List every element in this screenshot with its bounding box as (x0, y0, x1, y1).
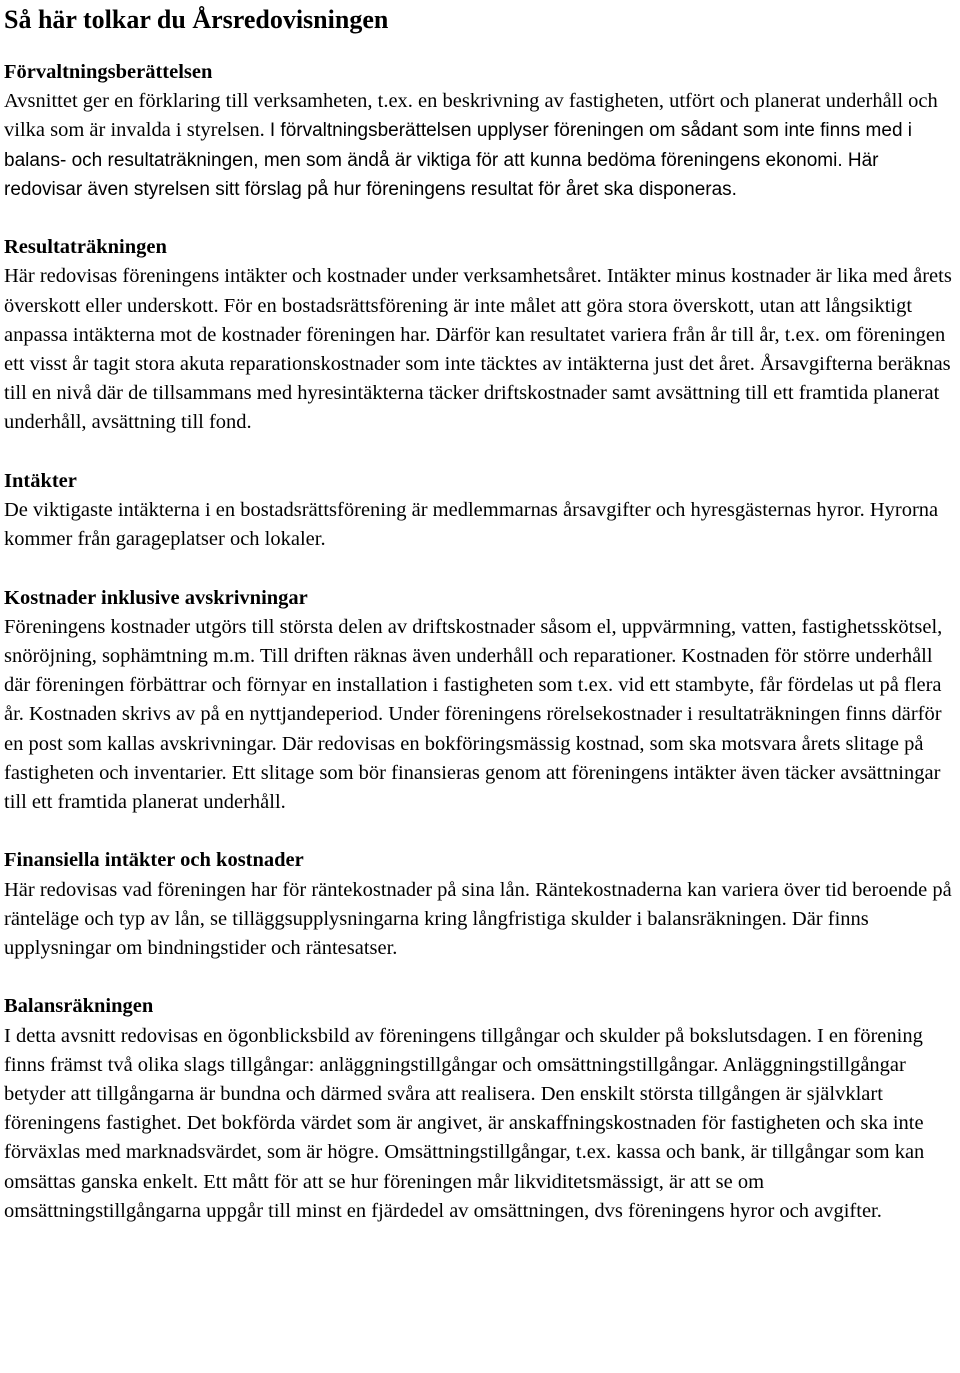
paragraph-gap (4, 817, 956, 846)
section-resultatrakningen (4, 233, 956, 437)
section-balansrakningen (4, 992, 956, 1226)
section-heading: Balansräkningen (4, 995, 154, 1018)
page-title: Så här tolkar du Årsredovisningen (4, 5, 389, 34)
section-forvaltningsberattelsen (4, 58, 956, 204)
section-kostnader (4, 584, 956, 818)
paragraph-gap (4, 963, 956, 992)
section-heading: Intäkter (4, 469, 77, 492)
section-heading: Förvaltningsberättelsen (4, 61, 213, 83)
section-paragraph: Här redovisas vad föreningen har för räntekostnader på sina lån. Räntekostnaderna kan variera över tid beroende på ränteläge och typ av lån, se tilläggsupplysningarna kring långfristiga skulder i balansräkningen. Där finns upplysningar om bindningstider och räntesatser. (4, 878, 952, 960)
section-intakter (4, 467, 956, 555)
section-paragraph: Föreningens kostnader utgörs till största delen av driftskostnader såsom el, uppvärmning, vatten, fastighetsskötsel, snöröjning, sophämtning m.m. Till driften räknas även underhåll och reparationer. Kostnaden för större underhåll där föreningen förbättrar och förnyar en installation i fastigheten som t.ex. vid ett stambyte, får fördelas ut på flera år. Kostnaden skrivs av på en nyttjandeperiod. Under föreningens rörelsekostnader i resultaträkningen finns därför en post som kallas avskrivningar. Där redovisas en bokföringsmässig kostnad, som ska motsvara årets slitage på fastigheten och inventarier. Ett slitage som bör finansieras genom att föreningens intäkter även täcker avsättningar till ett framtida planerat underhåll. (4, 615, 943, 814)
section-paragraph (4, 87, 956, 204)
paragraph-run: I förvaltningsberättelsen upplyser föreningen om sådant som inte finns med i balans- och resultaträkningen, men som ändå är viktiga för att kunna bedöma föreningens ekonomi. Här redovisar även styrelsen sitt förslag på hur föreningens resultat för året ska disponeras. (4, 120, 913, 200)
paragraph-gap (4, 554, 956, 583)
section-heading: Finansiella intäkter och kostnader (4, 849, 304, 872)
section-finansiella (4, 846, 956, 963)
paragraph-gap (4, 204, 956, 233)
section-paragraph: De viktigaste intäkterna i en bostadsrättsförening är medlemmarnas årsavgifter och hyresgästernas hyror. Hyrorna kommer från garageplatser och lokaler. (4, 499, 939, 551)
section-paragraph: I detta avsnitt redovisas en ögonblicksbild av föreningens tillgångar och skulder på bokslutsdagen. I en förening finns främst två olika slags tillgångar: anläggningstillgångar och omsättningstillgångar. Anläggningstillgångar betyder att tillgångarna är bundna och därmed svåra att realisera. Den enskilt största tillgången är självklart föreningens fastighet. Det bokförda värdet som är angivet, är anskaffningskostnaden för fastigheten och ska inte förväxlas med marknadsvärdet, som är högre. Omsättningstillgångar, t.ex. kassa och bank, är tillgångar som kan omsättas ganska enkelt. Ett mått för att se hur föreningen mår likviditetsmässigt, är att se om omsättningstillgångarna uppgår till minst en fjärdedel av omsättningen, dvs föreningens hyror och avgifter. (4, 1024, 925, 1222)
paragraph-gap (4, 438, 956, 467)
section-heading: Resultaträkningen (4, 236, 167, 259)
section-heading: Kostnader inklusive avskrivningar (4, 586, 308, 609)
section-paragraph: Här redovisas föreningens intäkter och kostnader under verksamhetsåret. Intäkter minus kostnader är lika med årets överskott eller underskott. För en bostadsrättsförening är inte målet att göra stora överskott, utan att långsiktigt anpassa intäkterna mot de kostnader föreningen har. Därför kan resultatet variera från år till år, t.ex. om föreningen ett visst år tagit stora akuta reparationskostnader som inte täcktes av intäkterna just det året. Årsavgifterna beräknas till en nivå där de tillsammans med hyresintäkterna täcker driftskostnader samt avsättning till ett framtida planerat underhåll, avsättning till fond. (4, 265, 952, 434)
paragraph-run: Avsnittet ger en förklaring till verksamheten, t.ex. en beskrivning av fastigheten, utfört och planerat underhåll och vilka som är invalda i styrelsen. (4, 90, 938, 142)
